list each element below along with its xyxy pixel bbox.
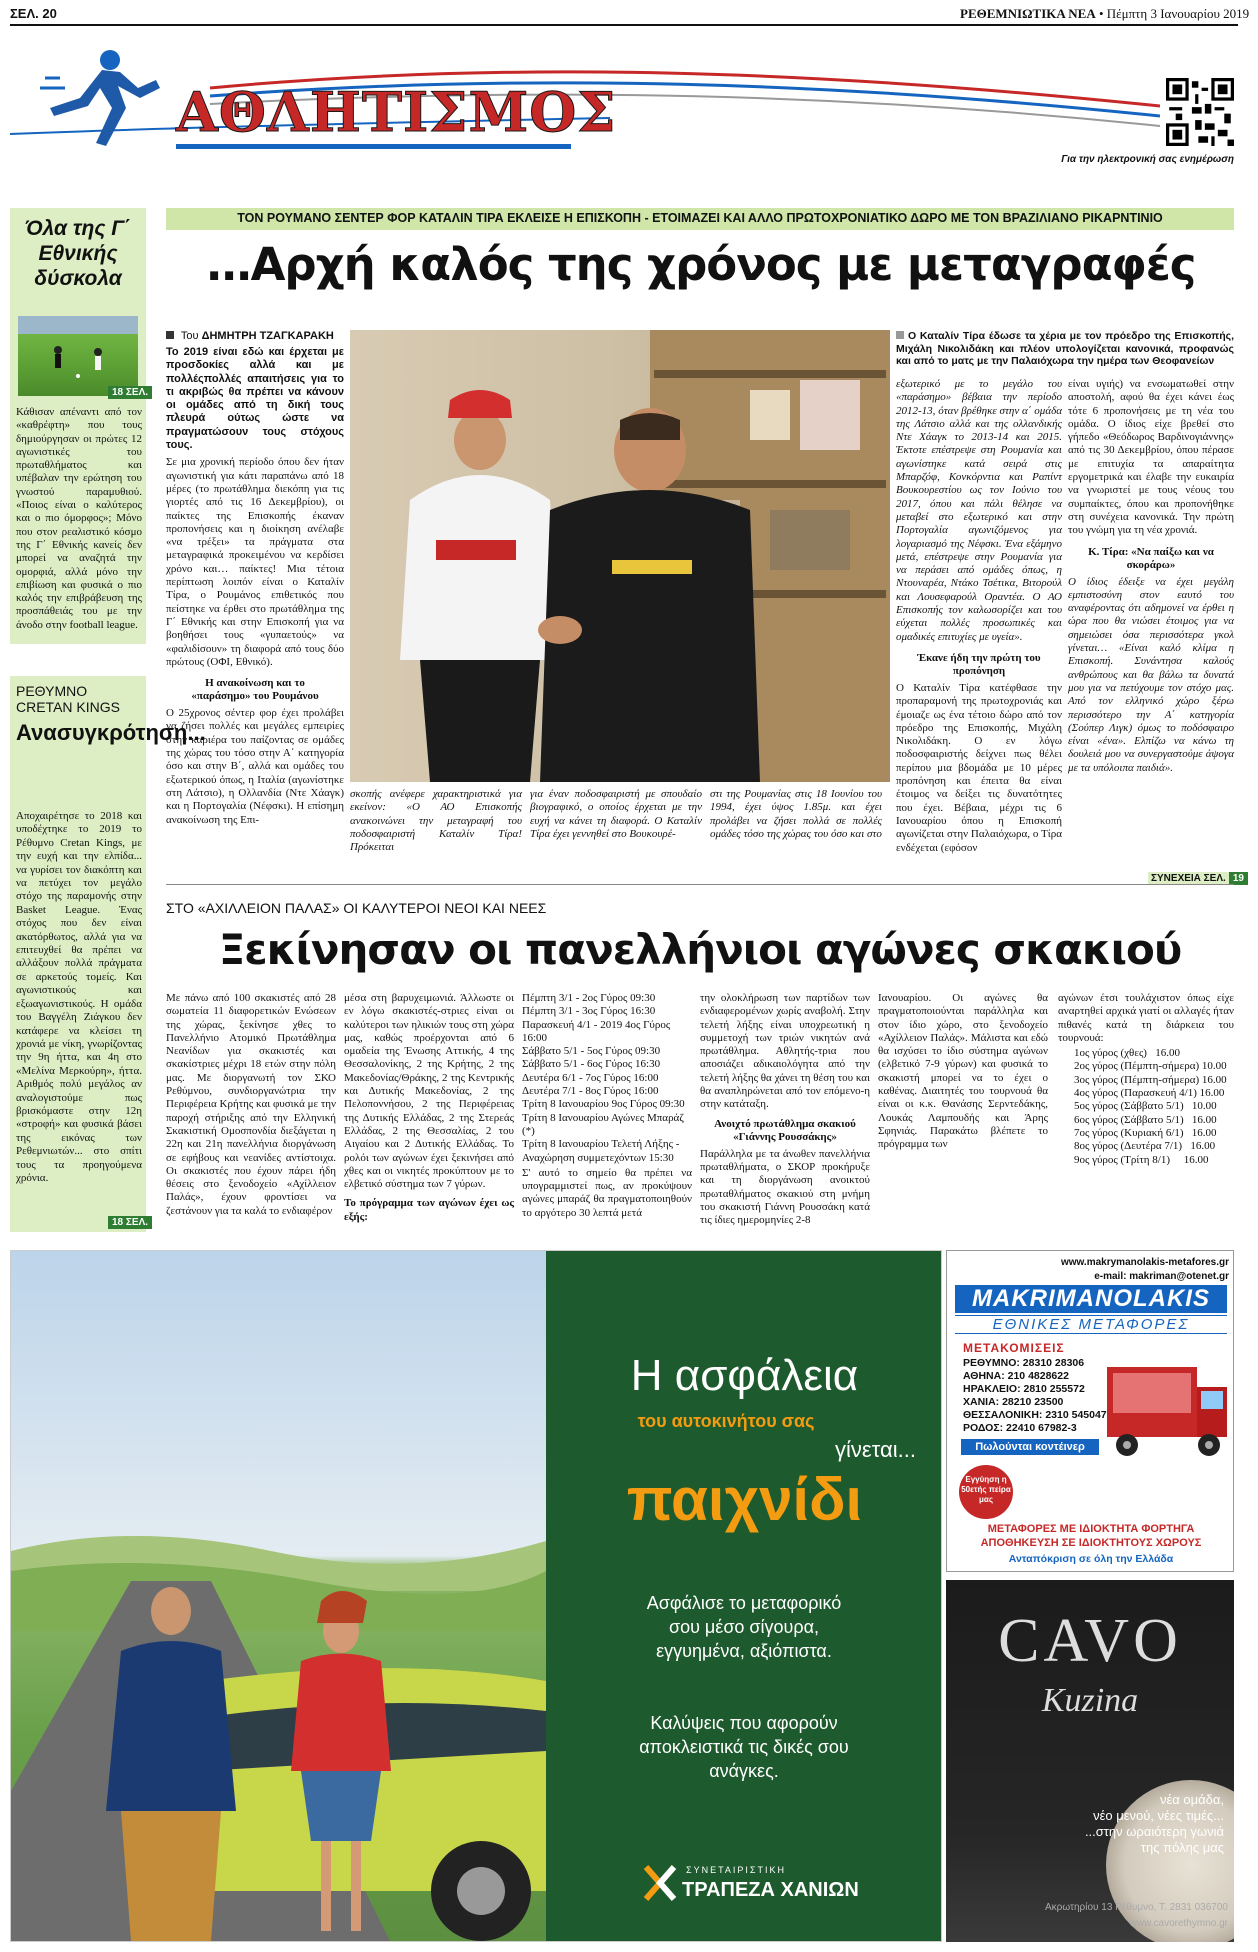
insurance-ad[interactable] [10,1250,942,1942]
round-item: 2ος γύρος (Πέμπτη-σήμερα) 10.00 [1074,1060,1227,1073]
chess-col-4-text: την ολοκλήρωση των παρτίδων των ενδιαφερομένων χωρίς αναβολή. Στην τελετή λήξης είναι υποχρεωτική η συμμετοχή των τριών νικητών ανά πρωτάθλημα. Αθλητής-τρια που αποσιάζει αδικαιολόγητα από την τελετή λήξης θα χάνει τη θέση του και θα αναπληρώνεται από τον επόμενο-η στην κατάταξη. [700,992,870,1111]
phone-item: ΘΕΣΣΑΛΟΝΙΚΗ: 2310 545047 [963,1409,1107,1421]
insurance-ad-body-1: Ασφάλισε το μεταφορικό σου μέσο σίγουρα, εγγυημένα, αξιόπιστα. [646,1593,842,1661]
chess-col-2 [344,992,514,1224]
main-story-col-2c-text: στι της Ρουμανίας στις 18 Ιουνίου του 1994, έχει ύψος 1.85μ. και έχει προλάβει να ζήσει πολλά σε πολλές ομάδες τόσο της χώρας του όσο και στο [710,788,882,840]
main-story-subhead-3: Κ. Τίρα: «Να παίξω και να σκοράρω» [1088,545,1214,571]
chess-rounds-list [1058,1047,1234,1167]
round-item: 5ος γύρος (Σάββατο 5/1) 10.00 [1074,1100,1217,1113]
restaurant-logo: CAVO [998,1607,1182,1675]
chess-headline: Ξεκίνησαν οι πανελλήνιοι αγώνες σκακιού [218,925,1182,974]
continued-link[interactable]: ΣΥΝΕΧΕΙΑ ΣΕΛ. 19 [1148,868,1248,886]
program-item: Σάββατο 5/1 - 5ος Γύρος 09:30 [522,1045,661,1058]
restaurant-ad[interactable] [946,1580,1234,1942]
round-item: 9ος γύρος (Τρίτη 8/1) 16.00 [1074,1153,1209,1166]
restaurant-tag-2: νέο μενού, νέες τιμές... [1093,1808,1224,1823]
main-story-col-1-text: Σε μια χρονική περίοδο όπου δεν ήταν αγωνιστική για κάτι παραπάνω από 18 μέρες (το πρωτάθλημα διεκόπη για τις γιορτές από τις 16 Δεκεμβρίου), οι παίκτες της Επισκοπής έκαναν προπονήσεις και η διοίκηση ανέλαβε «να τρέξει» τα πράγματα στα μεταγραφικά προκειμένου να κερδίσει χρόνο και… παίκτες! Μια τέτοια περίπτωση λοιπόν είναι ο Καταλίν Τίρα, ο Ρουμάνος επιθετικός που πείστηκε να έρθει στο πρωτάθλημα της Γ΄ Εθνικής και στην Επισκοπή για να βοηθήσει τους «γυπαετούς» να «φαλιδίσουν» τη διαφορά από τους δύο πρώτους (ΟΦΙ, Εθνικό). [166,456,344,668]
sidebar-story-1-body: Κάθισαν απέναντι από τον «καθρέφτη» που τους δημιούργησαν οι πρώτες 12 αγωνιστικές του πρωταθλήματος και υπέβαλαν την ερώτηση του γνωστού παραμυθιού. «Ποιος είναι ο καλύτερος και ο πιο όμορφος»; Μόνο που στον ρεαλιστικό κόσμο της Γ΄ Εθνικής κανείς δεν μπορεί να αναζητά την ομορφιά, αλλά μόνο την επιβίωση και φυσικά ο πιο καλός την επιβράβευση της προσπάθειάς του με την άνοδο στην football league. [16,406,142,631]
movers-containers: Πωλούνται κοντέινερ [961,1439,1099,1455]
sidebar-story-1-title: Όλα της Γ΄ Εθνικής δύσκολα [24,217,132,290]
sidebar-story-2-title: Ανασυγκρότηση... [16,720,206,745]
main-story-subhead-1: Η ανακοίνωση και το «παράσημο» του Ρουμάνου [191,677,319,703]
chess-col-3 [522,992,692,1220]
qr-caption: Για την ηλεκτρονική σας ενημέρωση [1061,154,1234,165]
phone-item: ΗΡΑΚΛΕΙΟ: 2810 255572 [963,1383,1085,1395]
insurance-ad-line-2: του αυτοκινήτου σας [637,1411,815,1431]
page-number: ΣΕΛ. 20 [10,6,57,21]
chess-top-rule [166,884,1234,885]
couple-car-illustration [11,1251,546,1942]
chess-col-4 [700,992,870,1227]
movers-guarantee: Εγγύηση η 50ετής πείρα μας [959,1465,1013,1519]
movers-ad[interactable] [946,1250,1234,1572]
masthead-line [960,6,1250,22]
chess-col-5: Ιανουαρίου. Οι αγώνες θα πραγματοποιούνται παράλληλα και στον ίδιο χώρο, στο ξενοδοχείο «Αχίλλειον Παλάς». Μάλιστα και εδώ θα ισχύσει το ίδιο σύστημα αγώνων (ελβετικό 7-9 γύρων) και φυσικά το σκακιστή μπορεί να το έχει ο καθένας. Διαιτητές του τουρνουά θα είναι οι κ.κ. Θανάσης Σερντεδάκης, Λουκάς Λαμπουδής και Άρης Σφηνιάς. Παρακάτω βλέπετε το πρόγραμμα των [878,992,1048,1151]
program-item: Παρασκευή 4/1 - 2019 4ος Γύρος 16:00 [522,1018,671,1044]
program-item: Τρίτη 8 Ιανουαρίου 9ος Γύρος 09:30 [522,1098,685,1111]
phone-item: ΡΕΘΥΜΝΟ: 28310 28306 [963,1357,1085,1369]
bank-logo-icon [642,1863,678,1903]
chess-col-3-text: Σ' αυτό το σημείο θα πρέπει να υπογραμμιστεί πως, αν προκύψουν αγώνες μπαράζ θα πραγματοποιηθούν το αργότερο 30 λεπτά μετά [522,1166,692,1219]
round-item: 4ος γύρος (Παρασκευή 4/1) 16.00 [1074,1087,1225,1100]
main-story-supertitle: ΤΟΝ ΡΟΥΜΑΝΟ ΣΕΝΤΕΡ ΦΟΡ ΚΑΤΑΛΙΝ ΤΙΡΑ ΕΚΛΕΙΣΕ Η ΕΠΙΣΚΟΠΗ - ΕΤΟΙΜΑΖΕΙ ΚΑΙ ΑΛΛΟ ΠΡΩΤΟΧΡΟΝΙΑΤΙΚΟ ΔΩΡΟ ΜΕ ΤΟΝ ΒΡΑΖΙΛΙΑΝΟ ΡΙΚΑΡΝΤΙΝΙΟ [237,211,1163,225]
main-story-col-1-end: Ο 25χρονος σέντερ φορ έχει προλάβει να ζήσει πολλές και μεγάλες εμπειρίες στην καριέρα του παίζοντας σε ομάδες της χώρας του τόσο στην Α΄ κατηγορία όσο και στην Β΄, αλλά και ομάδες του εξωτερικού όπως, η Ιταλία (αγωνίστηκε στη Λάτσιο), η Ολλανδία (Ντε Χάαγκ) και η Πορτογαλία (Νέφσκι). Η επίσημη ανακοίνωση της Επι- [166,707,344,826]
movers-phones [963,1357,1107,1435]
movers-footer-2: ΑΠΟΘΗΚΕΥΣΗ ΣΕ ΙΔΙΟΚΤΗΤΟΥΣ ΧΩΡΟΥΣ [980,1537,1202,1549]
chess-kicker: ΣΤΟ «ΑΧΙΛΛΕΙΟΝ ΠΑΛΑΣ» ΟΙ ΚΑΛΥΤΕΡΟΙ ΝΕΟΙ ΚΑΙ ΝΕΕΣ [166,900,547,916]
insurance-ad-panel [546,1251,942,1942]
round-item: 1ος γύρος (χθες) 16.00 [1074,1047,1180,1060]
movers-brand: MAKRIMANOLAKIS [955,1285,1227,1313]
runner-icon [40,48,190,148]
movers-web: www.makrymanolakis-metafores.gr [1060,1257,1229,1268]
main-story-subhead-2: Έκανε ήδη την πρώτη του προπόνηση [917,651,1041,677]
photo-caption: Ο Καταλίν Τίρα έδωσε τα χέρια με τον πρόεδρο της Επισκοπής, Μιχάλη Νικολιδάκη και πλέον υπολογίζεται κανονικά, προφανώς και από το ματς με την Παλαιόχωρα την ημέρα των Θεοφανείων [896,330,1234,368]
main-story-col-3-end: Ο Καταλίν Τίρα κατέφθασε την προπαραμονή της πρωτοχρονιάς και έμοιαζε ως ένα τέτοιο δώρο από τον πρόεδρο της Επισκοπής, Μιχάλη Νικολιδάκη. Ο εν λόγω ποδοσφαιριστής δείχνει πως θέλει περίπου μια βδομάδα με 10 μέρες προπόνηση και έπειτα θα είναι έτοιμος να δείξει τις δυνατότητες που έχει. Βέβαια, μέχρι τις 6 Ιανουαρίου όπου η Επισκοπή αγωνίζεται στην Παλαιόχωρα, ο Τίρα ενδέχεται (εφόσον [896,681,1062,854]
restaurant-sub: Kuzina [1041,1682,1139,1719]
main-story-col-4-text: είναι υγιής) να ενσωματωθεί στην αποστολή, αφού θα έχει κάνει έως τότε 6 προπονήσεις με τη νέα του ομάδα. Ο ίδιος είχε βρεθεί στο γήπεδο «Θεόδωρος Βαρδινογιάννης» από τις 30 Δεκεμβρίου, όπου πέρασε με επιτυχία τα απαραίτητα εργομετρικά και έλαβε την ευκαιρία να γνωριστεί με τους νέους του συμπαίκτες, όπου και προπονήθηκε στη συνέχεια κανονικά. Την πρώτη του γνώμη για τη νέα χρονιά. [1068,378,1234,537]
main-story-col-2b-text: για έναν ποδοσφαιριστή με σπουδαίο βιογραφικό, ο οποίος έρχεται με την ευχή να κάνει τη διαφορά. Ο Καταλίν Τίρα έχει γεννηθεί στο Βουκουρέ- [530,788,702,840]
main-story-col-1 [166,346,344,827]
movers-email: e-mail: makriman@otenet.gr [1094,1271,1229,1282]
program-item: Σάββατο 5/1 - 6ος Γύρος 16:30 [522,1058,661,1071]
issue-date: • Πέμπτη 3 Ιανουαρίου 2019 [1098,6,1250,21]
round-item: 3ος γύρος (Πέμπτη-σήμερα) 16.00 [1074,1073,1227,1086]
main-story-col-4-end: Ο ίδιος έδειξε να έχει μεγάλη εμπιστοσύνη στον εαυτό του αναφέροντας ότι αδημονεί να έρθει η ώρα που θα νιώσει έτοιμος για να σημειώσει όσα περισσότερα γκολ γίνεται… «Είναι καλό κλίμα η Επισκοπή. Συνάντησα καλούς ανθρώπους και θα βάλω τα δυνατά μου για να πετύχουμε τον στόχο μας. Από τον ελληνικό χώρο ξέρω περισσότερο την Α΄ κατηγορία (Σούπερ Λιγκ) όμως το ποδόσφαιρο είναι «ένα». Ελπίζω να κάνω τη δουλειά μου να συνεργαστούμε άψογα με τα υπόλοιπα παιδιά». [1068,575,1234,774]
main-story-col-3-text: εξωτερικό με το μεγάλο του «παράσημο» βέβαια την περίοδο 2012-13, όταν βρέθηκε στην α΄ ομάδα της Λάτσιο αλλά και της ολλανδικής Ντε Χάαγκ το 2013-14 και 2015. Έκτοτε επέστρεψε στη Ρουμανία και αγωνίστηκε κατά σειρά στις Μπαρζόφ, Κονκόρντια και Ραπίντ Βουκουρεστίου ως τον Ιούνιο του 2017, όπου και πάλι θέλησε να μεταβεί στο εξωτερικό και στην Πορτογαλία αγωνιζόμενος για λογαριασμό της Νέφσκι. Ένα εξάμηνο μετά, επέστρεψε στην Ρουμανία για να περάσει από ομάδες όπως, η Ντουναρέα, Ντάκο Τσέτικα, Βιτορούλ και Λουσεφαρούλ Οραντέα. Ο ΑΟ Επισκοπής τον καλωσορίζει και του εύχεται πολλές προσωπικές και ομαδικές επιτυχίες με υγεία». [896,378,1062,643]
phone-item: ΧΑΝΙΑ: 28210 23500 [963,1396,1064,1408]
banner-underline [176,144,571,149]
phone-item: ΡΟΔΟΣ: 22410 67982-3 [963,1422,1077,1434]
program-item: Δευτέρα 6/1 - 7ος Γύρος 16:00 [522,1071,659,1084]
main-story-lead: Το 2019 είναι εδώ και έρχεται με προσδοκίες αλλά και με πολλέςπολλές απαιτήσεις για το τι ακριβώς θα πρέπει να κάνουν οι ομάδες από τη δική τους πλευρά ούτως ώστε να πραγματώσουν τους στόχους τους. [166,346,344,452]
restaurant-address: Ακρωτηρίου 13 Ρέθυμνο, Τ. 2831 036700 [1045,1902,1228,1913]
insurance-ad-photo [11,1251,546,1942]
newspaper-name: ΡΕΘΕΜΝΙΩΤΙΚΑ ΝΕΑ [960,6,1096,21]
movers-footer-1: ΜΕΤΑΦΟΡΕΣ ΜΕ ΙΔΙΟΚΤΗΤΑ ΦΟΡΤΗΓΑ [987,1523,1195,1535]
section-title: ΑΘΛΗΤΙΣΜΟΣ [176,80,617,144]
chess-col-6 [1058,992,1234,1167]
insurance-ad-line-3: γίνεται... [834,1437,916,1462]
chess-subhead: Ανοιχτό πρωτάθλημα σκακιού «Γιάννης Ρουσσάκης» [714,1117,856,1143]
handshake-photo-icon [350,330,890,782]
byline: Του ΔΗΜΗΤΡΗ ΤΖΑΓΚΑΡΑΚΗ [166,330,334,342]
main-story-photo [350,330,890,782]
insurance-ad-body-2: Καλύψεις που αφορούν αποκλειστικά τις δικές σου ανάγκες. [639,1713,849,1781]
restaurant-tag-3: ...στην ωραιότερη γωνιά [1084,1824,1224,1839]
bank-name: ΤΡΑΠΕΖΑ ΧΑΝΙΩΝ [682,1879,859,1901]
main-story-col-4 [1068,378,1234,775]
chess-col-2-text: μέσα στη βαρυχειμωνιά. Άλλωστε οι εν λόγω σκακιστές-στριες είναι οι καλύτεροι των ηλικιών τους στη χώρα μας, καθώς προέρχονται από 6 ομαδεία της Ένωσης Αττικής, 4 της Θεσσαλονίκης, 2 της Κρήτης, 2 της Μακεδονίας/Θράκης, 2 της Κεντρικής και Δυτικής Μακεδονίας, 2 της Πελοποννήσου, 2 της Περιφέρειας της Δυτικής Ελλάδας, 2 της Στερεάς Ελλάδας, 2 της Θεσσαλίας, 2 του Αιγαίου και 2 Δυτικής Ελλάδας. Το ρολόι των αγώνων έχει ξεκινήσει από χθες και οι νικητές προκύπτουν με το ελβετικό σύστημα των 7 γύρων. [344,992,514,1191]
sidebar-story-1-tag: 18 ΣΕΛ. [108,382,152,400]
chess-col-4b-text: Παράλληλα με τα άνωθεν πανελλήνια πρωταθλήματα, ο ΣΚΟΡ προκήρυξε και τη διοργάνωση ανοικτού πρωταθλήματος σκακιού στη μνήμη του σκακιστή Γιάννη Ρουσσάκη κατά τις ίδιες ημερομηνίες 2-8 [700,1147,870,1227]
program-item: Πέμπτη 3/1 - 2ος Γύρος 09:30 [522,992,656,1004]
main-story-headline: …Αρχή καλός της χρόνος με μεταγραφές [206,238,1196,291]
restaurant-tag-1: νέα ομάδα, [1159,1792,1224,1807]
program-item: Τρίτη 8 Ιανουαρίου Αγώνες Μπαράζ (*) [522,1111,684,1137]
truck-icon [1097,1347,1231,1477]
program-item: Τρίτη 8 Ιανουαρίου Τελετή Λήξης - Αναχώρηση συμμετεχόντων 15:30 [522,1138,680,1164]
chess-col-6-text: αγώνων έτσι τουλάχιστον όπως είχε αναρτηθεί αρχικά γιατί οι αλλαγές ήταν πιθανές κατά τη διάρκεια του τουρνουά: [1058,992,1234,1044]
restaurant-tag-4: της πόλης μας [1140,1840,1224,1855]
program-item: Δευτέρα 7/1 - 8ος Γύρος 16:00 [522,1085,659,1098]
restaurant-web: www.cavorethymno.gr [1129,1918,1228,1929]
sidebar-story-2-body: Αποχαιρέτησε το 2018 και υποδέχτηκε το 2019 το Ρέθυμνο Cretan Kings, με την ευχή και την ελπίδα... να γυρίσει τον διακόπτη και να πετύχει τον μεγάλο στόχο της παραμονής στην Basket League. Ένας στόχος που δεν είναι ακατόρθωτος, αλλά για να επιτευχθεί θα πρέπει να αλλάξουν πολλά πράγματα σε αρκετούς τομείς. Και αγωνιστικούς και εξωαγωνιστικούς. Η ομάδα του Βαγγέλη Ζιάγκου δεν κατάφερε να κλείσει τη χρονιά με νίκη, γνωρίζοντας την 9η ήττα, και 4η στο «Μελίνα Μερκούρη», ήττα. Αριθμός πολύ μεγάλος αν αναλογιστούμε πως βρισκόμαστε στην 12η «στροφή» και φυσικά βάσει της εικόνας των Ρεθεμνιωτών... στο σπίτι τους τα προηγούμενα χρόνια. [16,810,142,1184]
round-item: 8ος γύρος (Δευτέρα 7/1) 16.00 [1074,1140,1216,1153]
qr-code-icon [1166,78,1234,146]
sidebar-story-2-tag: 18 ΣΕΛ. [108,1212,152,1230]
main-story-col-3 [896,378,1062,855]
sidebar-story-2-kicker: ΡΕΘΥΜΝΟ CRETAN KINGS [16,683,120,715]
chess-program-title: Το πρόγραμμα των αγώνων έχει ως εξής: [344,1197,514,1223]
program-item: Πέμπτη 3/1 - 3ος Γύρος 16:30 [522,1005,656,1018]
chess-col-1: Με πάνω από 100 σκακιστές από 28 σωματεία 11 διαφορετικών Ενώσεων της χώρας, ξεκίνησε χθες το Πανελλήνιο Ατομικό Πρωτάθλημα Νεανίδων για σκακιστές και σκακίστριες μέχρι 18 ετών στην πόλη μας. Με διοργανωτή τον ΣΚΟ Ρεθύμνου, συνδιοργανώτρια την Περιφέρεια Κρήτης και φυσικά με την παροχή στήριξης από την Ελληνική Σκακιστική Ομοσπονδία διεξάγεται η 22η και 21η πανελλήνια διοργάνωση σε εφήβους και νεανίδες αντίστοιχα. Οι σκακιστές που έχουν πάρει ήδη θέσεις στο ξενοδοχείο «Αχίλλειον Παλάς», έχουν φροντίσει να ζεστάνουν για τα καλά το ενδιαφέρον [166,992,337,1217]
main-story-col-2-text: σκοπής ανέφερε χαρακτηριστικά για εκείνον: «Ο ΑΟ Επισκοπής ανακοινώνει την μεταγραφή του ποδοσφαιριστή Καταλίν Τίρα! Πρόκειται [350,788,522,854]
movers-footer-3: Ανταπόκριση σε όλη την Ελλάδα [1008,1553,1174,1565]
round-item: 7ος γύρος (Κυριακή 6/1) 16.00 [1074,1126,1217,1139]
top-rule [10,24,1238,26]
bank-name-small: ΣΥΝΕΤΑΙΡΙΣΤΙΚΗ [686,1865,786,1875]
insurance-ad-line-4: παιχνίδι [626,1466,863,1533]
phone-item: ΑΘΗΝΑ: 210 4828622 [963,1370,1069,1382]
movers-section: ΜΕΤΑΚΟΜΙΣΕΙΣ [963,1341,1065,1355]
chess-program-list [522,992,692,1165]
insurance-ad-line-1: Η ασφάλεια [630,1351,859,1400]
round-item: 6ος γύρος (Σάββατο 5/1) 16.00 [1074,1113,1217,1126]
movers-subtitle: ΕΘΝΙΚΕΣ ΜΕΤΑΦΟΡΕΣ [955,1315,1227,1334]
